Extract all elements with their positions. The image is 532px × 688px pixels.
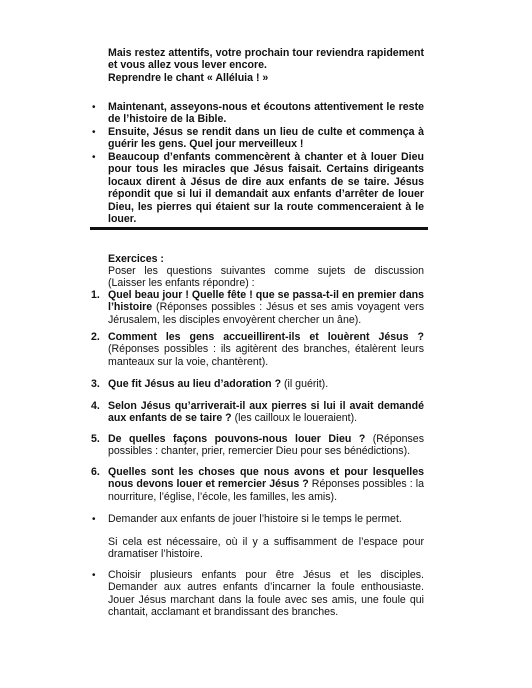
bullet-icon: • [92, 127, 96, 138]
question-text: Quelles sont les choses que nous avons et pour lesquelles nous devons louer et remercier Jésus ? [108, 466, 424, 491]
answer-text: (il guérit). [281, 378, 329, 390]
question-item [108, 378, 424, 390]
exercises-title: Exercices : [108, 253, 164, 265]
answer-text: (les cailloux le loueraient). [231, 412, 358, 425]
question-number: 5. [91, 433, 100, 445]
question-text: Quel beau jour ! Quelle fête ! que se passa-t-il en premier dans l’histoire [108, 289, 424, 314]
question-number: 3. [91, 378, 100, 390]
question-item [108, 331, 424, 368]
story-bullet: Maintenant, asseyons-nous et écoutons attentivement le reste de l’histoire de la Bible. [108, 101, 424, 126]
question-text: Comment les gens accueillirent-ils et louèrent Jésus ? [108, 331, 424, 343]
question-text: De quelles façons pouvons-nous louer Dieu ? [108, 433, 366, 445]
question-number: 1. [91, 289, 100, 301]
answer-text: (Réponses possibles : chanter, prier, remercier Dieu pour ses bénédictions). [108, 433, 424, 458]
intro-song-line: Reprendre le chant « Alléluia ! » [108, 72, 269, 84]
activity-note: Si cela est nécessaire, où il y a suffisamment de l’espace pour dramatiser l’histoire. [108, 536, 424, 561]
question-text: Que fit Jésus au lieu d’adoration ? [108, 378, 282, 390]
answer-text: (Réponses possibles : Jésus et ses amis voyagent vers Jérusalem, les disciples envoyèrent chercher un âne). [108, 301, 424, 326]
question-number: 4. [91, 400, 100, 412]
question-number: 6. [91, 466, 100, 478]
story-bullet: Ensuite, Jésus se rendit dans un lieu de culte et commença à guérir les gens. Quel jour merveilleux ! [108, 126, 424, 151]
bullet-icon: • [92, 514, 96, 525]
intro-paragraph: Mais restez attentifs, votre prochain tour reviendra rapidement et vous allez vous lever encore. [108, 47, 424, 72]
question-item [108, 466, 424, 503]
question-item [108, 433, 424, 458]
bullet-icon: • [92, 570, 96, 581]
bullet-icon: • [92, 152, 96, 163]
answer-text: Réponses possibles : la nourriture, l’église, l’école, les familles, les amis). [108, 478, 424, 503]
question-number: 2. [91, 331, 100, 343]
section-divider [90, 227, 428, 230]
exercises-intro: Poser les questions suivantes comme sujets de discussion (Laisser les enfants répondre) : [108, 265, 424, 290]
question-item [108, 400, 424, 425]
question-text: Selon Jésus qu’arriverait-il aux pierres si lui il avait demandé aux enfants de se taire ? [108, 400, 424, 425]
question-item [108, 289, 424, 326]
activity-bullet: Choisir plusieurs enfants pour être Jésus et les disciples. Demander aux autres enfants d’incarner la foule enthousiaste. Jouer Jésus marchant dans la foule avec ses amis, une foule qui chantait, acclamant et brandissant des branches. [108, 569, 424, 619]
story-bullet: Beaucoup d’enfants commencèrent à chanter et à louer Dieu pour tous les miracles que Jésus faisait. Certains dirigeants locaux dirent à Jésus de dire aux enfants de se taire. Jésus répondit que si lui il demandait aux enfants d’arrêter de louer Dieu, les pierres qui étaient sur la route commenceraient à le louer. [108, 151, 424, 226]
activity-bullet: Demander aux enfants de jouer l’histoire si le temps le permet. [108, 513, 402, 525]
bullet-icon: • [92, 102, 96, 113]
answer-text: (Réponses possibles : ils agitèrent des branches, étalèrent leurs manteaux sur la voie, chantèrent). [108, 343, 424, 368]
